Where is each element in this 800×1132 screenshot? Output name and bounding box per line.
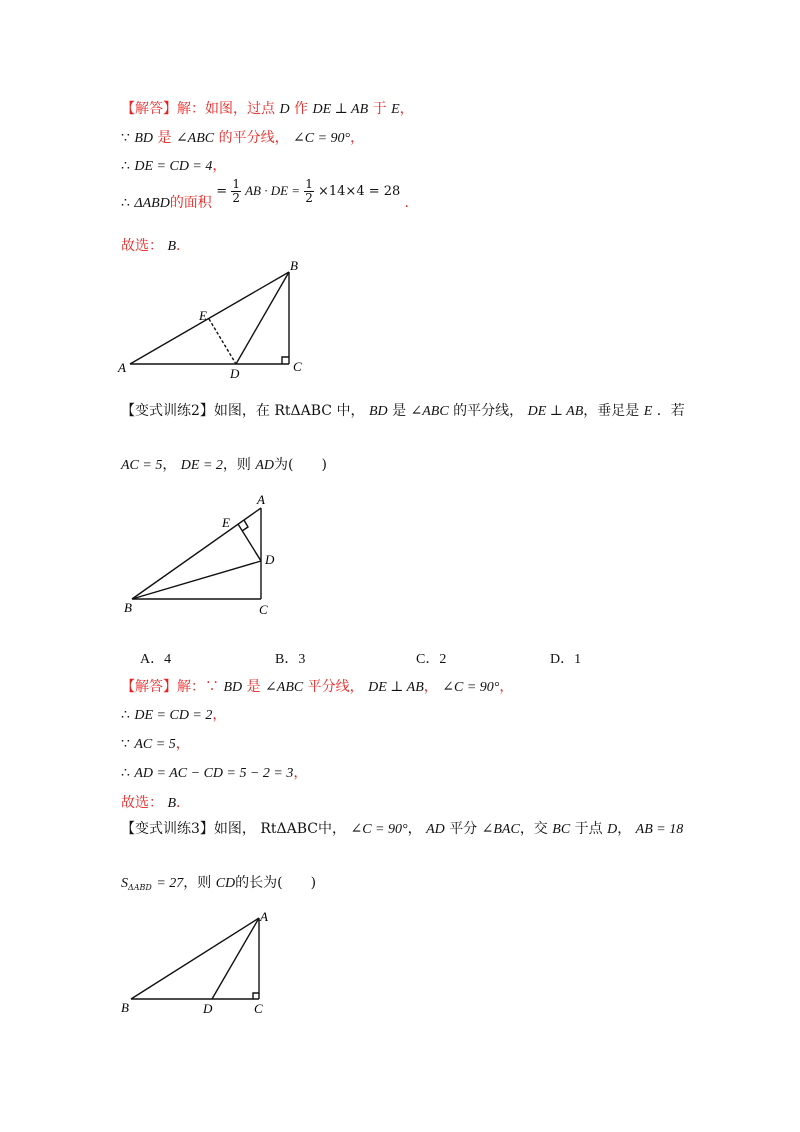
text: ，: [423, 679, 438, 695]
math: E: [391, 102, 400, 117]
math: ∠ABC: [265, 680, 304, 695]
text: ．若: [656, 403, 685, 419]
math: B: [167, 796, 177, 811]
text: ，: [175, 736, 190, 752]
denominator: 2: [232, 191, 240, 205]
math: RtΔABC: [274, 403, 333, 419]
math: AC = 5: [121, 458, 163, 473]
text: 故选：: [121, 238, 163, 254]
subscript: ΔABD: [128, 883, 152, 892]
text: ，: [212, 707, 227, 723]
text: .: [176, 795, 181, 811]
math: AD = AC − CD = 5 − 2 = 3: [134, 766, 294, 781]
math: DE = 2: [180, 458, 223, 473]
label-b: B: [124, 600, 132, 615]
text: ，交: [519, 821, 548, 837]
text: ，垂足是: [583, 403, 640, 419]
text: ，: [399, 101, 414, 117]
math: AB = 18: [635, 822, 684, 837]
text: ，: [499, 679, 514, 695]
text: 平分: [449, 821, 478, 837]
label-d: D: [230, 366, 240, 381]
math: ×14×4 = 28: [318, 184, 401, 199]
numerator: 1: [305, 177, 313, 191]
math: BC: [552, 822, 571, 837]
choice-c[interactable]: C．2: [416, 652, 447, 667]
answer-tag: 【解答】: [121, 101, 177, 117]
math: D: [279, 102, 290, 117]
text: 中，: [318, 821, 347, 837]
label-d: D: [265, 552, 275, 567]
exercise-tag: 【变式训练2】: [121, 403, 214, 419]
text: 中，: [336, 403, 365, 419]
label-b: B: [121, 1000, 129, 1015]
answer-blank: ( ): [288, 457, 327, 473]
math: =: [216, 184, 228, 199]
segment-da: [212, 918, 259, 999]
segment-ba: [131, 918, 259, 999]
math: AC = 5: [134, 737, 176, 752]
choice-b[interactable]: B．3: [275, 652, 306, 667]
math: ΔABD: [134, 196, 170, 211]
text: ，则: [183, 875, 212, 891]
text: 于: [372, 101, 387, 117]
text: 解：如图，过点: [177, 101, 275, 117]
text: 是: [246, 679, 261, 695]
label-a: A: [257, 492, 265, 507]
text: ，: [293, 765, 308, 781]
math: DE = CD = 4: [134, 159, 213, 174]
math: DE = CD = 2: [134, 708, 213, 723]
numerator: 1: [232, 177, 240, 191]
text: ，: [617, 821, 632, 837]
label-c: C: [254, 1001, 263, 1016]
choice-a[interactable]: A．4: [140, 652, 172, 667]
math: CD: [215, 876, 236, 891]
math: S: [121, 876, 128, 891]
math: AD: [255, 458, 275, 473]
text: 如图，在: [213, 403, 270, 419]
because-symbol: ∵: [121, 130, 130, 146]
math: ∠ABC: [175, 131, 215, 146]
math: ∠C = 90°: [293, 131, 351, 146]
therefore-symbol: ∴: [121, 765, 130, 781]
text: 为: [274, 457, 289, 473]
text: 如图，: [213, 821, 256, 837]
text: ，: [212, 158, 227, 174]
math: = 27: [156, 876, 184, 891]
math: ∠C = 90°: [350, 822, 408, 837]
text: .: [176, 238, 181, 254]
math: B: [167, 239, 177, 254]
answer-blank: ( ): [277, 875, 317, 891]
therefore-symbol: ∴: [121, 158, 130, 174]
label-a: A: [260, 909, 268, 924]
figure-3-lines: [131, 918, 259, 999]
text: 作: [294, 101, 309, 117]
exercise-tag: 【变式训练3】: [121, 821, 214, 837]
label-e: E: [222, 515, 230, 530]
math: ∠ABC: [410, 404, 449, 419]
text: 是: [157, 130, 172, 146]
label-b: B: [290, 258, 298, 273]
label-d: D: [203, 1001, 213, 1016]
label-e: E: [199, 308, 207, 323]
label-a: A: [118, 360, 126, 375]
therefore-symbol: ∴: [121, 195, 130, 211]
math: E: [643, 404, 653, 419]
text: ，: [350, 130, 365, 146]
text: 故选：: [121, 795, 163, 811]
math: DE ⊥ AB: [312, 102, 369, 117]
label-c: C: [293, 359, 302, 374]
math: D: [607, 822, 618, 837]
because-symbol: ∵: [121, 736, 130, 752]
math: DE ⊥ AB: [368, 680, 424, 695]
math: ∠C = 90°: [442, 680, 500, 695]
math: BD: [368, 404, 388, 419]
math: BD: [223, 680, 243, 695]
label-c: C: [259, 602, 268, 617]
math: RtΔABC: [260, 821, 319, 837]
math: AD: [426, 822, 445, 837]
math: AB · DE =: [245, 183, 301, 198]
text: ，: [162, 457, 177, 473]
denominator: 2: [305, 191, 313, 205]
choice-d[interactable]: D．1: [550, 652, 582, 667]
text: 平分线，: [307, 679, 364, 695]
math: ∠BAC: [481, 822, 520, 837]
text: 是: [392, 403, 407, 419]
therefore-symbol: ∴: [121, 707, 130, 723]
text: 的平分线，: [218, 130, 289, 146]
text: ，则: [222, 457, 251, 473]
text: 解：∵: [177, 679, 219, 695]
math: BD: [134, 131, 154, 146]
text: 的面积: [169, 195, 212, 211]
text: .: [404, 195, 409, 211]
text: 的平分线，: [453, 403, 524, 419]
right-angle-mark: [253, 993, 259, 999]
answer-tag: 【解答】: [121, 679, 177, 695]
text: 的长为: [235, 875, 278, 891]
text: 于点: [574, 821, 603, 837]
math: DE ⊥ AB: [527, 404, 584, 419]
text: ，: [407, 821, 422, 837]
